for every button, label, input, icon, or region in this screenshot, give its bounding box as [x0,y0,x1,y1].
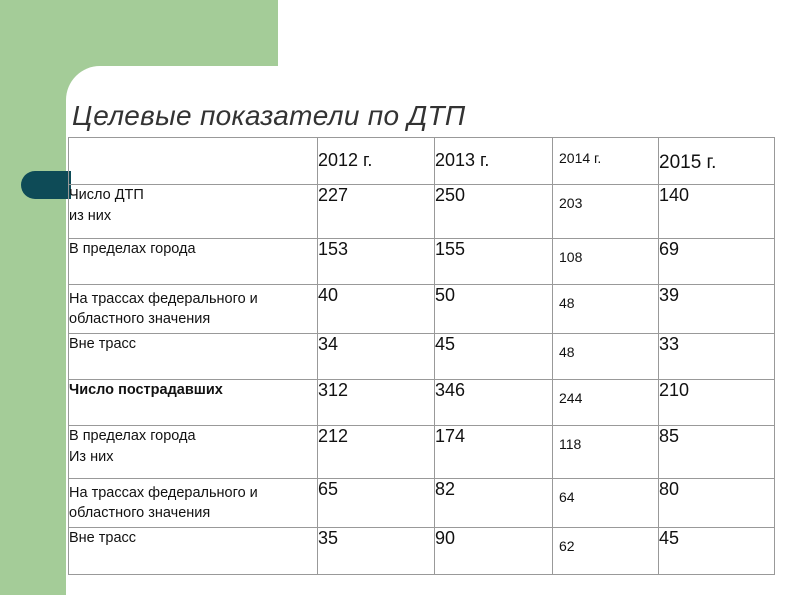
row-sublabel: Из них [69,449,114,465]
value-cell: 82 [435,479,553,528]
row-label-cell [69,185,318,239]
value-cell: 227 [318,185,435,239]
header-empty-cell [69,138,318,185]
value-cell: 48 [553,285,659,334]
header-year-2014: 2014 г. [553,138,659,185]
value-cell: 244 [553,380,659,426]
row-label: Вне трасс [69,530,137,546]
row-label-cell [69,239,318,285]
value-cell: 45 [435,334,553,380]
value-cell: 90 [435,528,553,575]
value-cell: 174 [435,426,553,479]
row-label: В пределах города [69,428,196,444]
row-label: Число пострадавших [69,382,223,398]
value-cell: 346 [435,380,553,426]
value-cell: 140 [659,185,775,239]
table-row [69,426,775,479]
value-cell: 212 [318,426,435,479]
value-cell: 203 [553,185,659,239]
row-sublabel: областного значения [69,505,211,521]
row-label-cell [69,528,318,575]
value-cell: 118 [553,426,659,479]
row-label: Вне трасс [69,336,137,352]
value-cell: 48 [553,334,659,380]
row-label: В пределах города [69,241,196,257]
value-cell: 65 [318,479,435,528]
value-cell: 312 [318,380,435,426]
slide-title: Целевые показатели по ДТП [72,100,466,131]
row-label: На трассах федерального и [69,291,258,307]
row-label-cell [69,285,318,334]
value-cell: 250 [435,185,553,239]
value-cell: 85 [659,426,775,479]
table-row [69,479,775,528]
header-year-2013: 2013 г. [435,138,553,185]
value-cell: 39 [659,285,775,334]
row-label: Число ДТП [69,187,144,203]
decorative-blue-tab [21,171,71,199]
header-year-2012: 2012 г. [318,138,435,185]
row-sublabel: областного значения [69,311,211,327]
value-cell: 155 [435,239,553,285]
table-header-row [69,138,775,185]
table-row [69,285,775,334]
row-label-cell [69,479,318,528]
decorative-green-strip [0,0,68,595]
table-row [69,239,775,285]
row-label-cell [69,426,318,479]
value-cell: 50 [435,285,553,334]
value-cell: 34 [318,334,435,380]
value-cell: 69 [659,239,775,285]
table-row [69,380,775,426]
value-cell: 108 [553,239,659,285]
value-cell: 33 [659,334,775,380]
value-cell: 153 [318,239,435,285]
value-cell: 64 [553,479,659,528]
value-cell: 45 [659,528,775,575]
row-label-cell [69,334,318,380]
row-label: На трассах федерального и [69,485,258,501]
table-row [69,185,775,239]
value-cell: 80 [659,479,775,528]
table-row [69,334,775,380]
value-cell: 35 [318,528,435,575]
value-cell: 210 [659,380,775,426]
table-row [69,528,775,575]
header-year-2015: 2015 г. [659,138,775,185]
value-cell: 40 [318,285,435,334]
statistics-table [68,137,775,575]
value-cell: 62 [553,528,659,575]
row-label-cell [69,380,318,426]
row-sublabel: из них [69,208,112,224]
